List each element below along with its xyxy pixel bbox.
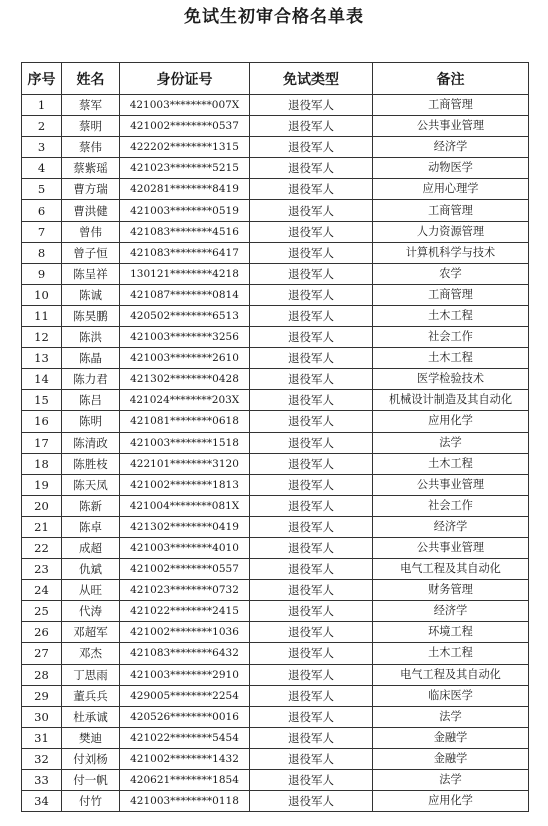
row-index: 20 [22,495,62,516]
id-number: 420526********0016 [120,706,250,727]
row-index: 6 [22,200,62,221]
table-row [22,327,529,348]
remark: 临床医学 [373,685,529,706]
remark: 土木工程 [373,453,529,474]
candidate-name: 邓超军 [62,622,120,643]
id-number: 421002********0537 [120,116,250,137]
row-index: 18 [22,453,62,474]
remark: 法学 [373,706,529,727]
candidate-name: 付竹 [62,791,120,812]
candidate-name: 陈呈祥 [62,263,120,284]
remark: 公共事业管理 [373,537,529,558]
exemption-type: 退役军人 [250,580,373,601]
column-header-index: 序号 [22,63,62,95]
remark: 机械设计制造及其自动化 [373,390,529,411]
table-row [22,369,529,390]
candidate-name: 从旺 [62,580,120,601]
table-row [22,643,529,664]
remark: 社会工作 [373,495,529,516]
exemption-type: 退役军人 [250,727,373,748]
id-number: 421003********4010 [120,537,250,558]
id-number: 421003********0118 [120,791,250,812]
candidate-name: 陈明 [62,411,120,432]
table-row [22,664,529,685]
exemption-type: 退役军人 [250,770,373,791]
row-index: 13 [22,348,62,369]
id-number: 422202********1315 [120,137,250,158]
exemption-type: 退役军人 [250,221,373,242]
exemption-type: 退役军人 [250,242,373,263]
row-index: 12 [22,327,62,348]
table-row [22,242,529,263]
remark: 法学 [373,432,529,453]
remark: 金融学 [373,727,529,748]
candidate-name: 陈诚 [62,284,120,305]
remark: 应用化学 [373,411,529,432]
table-row [22,474,529,495]
id-number: 420281********8419 [120,179,250,200]
row-index: 22 [22,537,62,558]
candidate-name: 陈力君 [62,369,120,390]
candidate-name: 蔡明 [62,116,120,137]
candidate-name: 董兵兵 [62,685,120,706]
exemption-type: 退役军人 [250,432,373,453]
row-index: 30 [22,706,62,727]
candidate-name: 成超 [62,537,120,558]
row-index: 10 [22,284,62,305]
id-number: 421081********0618 [120,411,250,432]
exemption-type: 退役军人 [250,284,373,305]
exemption-type: 退役军人 [250,95,373,116]
column-header-name: 姓名 [62,63,120,95]
candidate-name: 代涛 [62,601,120,622]
candidate-name: 丁思雨 [62,664,120,685]
row-index: 33 [22,770,62,791]
candidate-name: 陈清政 [62,432,120,453]
table-row [22,559,529,580]
id-number: 421083********6432 [120,643,250,664]
row-index: 15 [22,390,62,411]
candidate-name: 陈天凤 [62,474,120,495]
exemption-type: 退役军人 [250,453,373,474]
id-number: 421022********2415 [120,601,250,622]
id-number: 421003********0519 [120,200,250,221]
table-row [22,727,529,748]
candidate-name: 蔡军 [62,95,120,116]
exemption-type: 退役军人 [250,495,373,516]
table-row [22,284,529,305]
table-row [22,263,529,284]
candidate-name: 陈卓 [62,516,120,537]
column-header-remark: 备注 [373,63,529,95]
column-header-exemption-type: 免试类型 [250,63,373,95]
exemption-type: 退役军人 [250,685,373,706]
id-number: 421302********0428 [120,369,250,390]
exemption-type: 退役军人 [250,200,373,221]
exemption-type: 退役军人 [250,622,373,643]
row-index: 29 [22,685,62,706]
table-row [22,116,529,137]
id-number: 130121********4218 [120,263,250,284]
row-index: 4 [22,158,62,179]
candidate-name: 曹洪健 [62,200,120,221]
row-index: 19 [22,474,62,495]
candidate-name: 付一帆 [62,770,120,791]
exemption-type: 退役军人 [250,748,373,769]
remark: 社会工作 [373,327,529,348]
id-number: 421083********6417 [120,242,250,263]
id-number: 421024********203X [120,390,250,411]
id-number: 421002********1813 [120,474,250,495]
candidate-name: 陈胜枝 [62,453,120,474]
exemption-type: 退役军人 [250,706,373,727]
row-index: 16 [22,411,62,432]
remark: 公共事业管理 [373,116,529,137]
id-number: 421003********2610 [120,348,250,369]
table-row [22,495,529,516]
table-row [22,791,529,812]
id-number: 421003********1518 [120,432,250,453]
remark: 应用心理学 [373,179,529,200]
candidate-name: 陈昊鹏 [62,305,120,326]
row-index: 8 [22,242,62,263]
exemption-type: 退役军人 [250,601,373,622]
row-index: 11 [22,305,62,326]
row-index: 24 [22,580,62,601]
candidate-name: 仇斌 [62,559,120,580]
exemption-type: 退役军人 [250,474,373,495]
remark: 经济学 [373,601,529,622]
table-row [22,516,529,537]
exemption-type: 退役军人 [250,537,373,558]
candidate-name: 蔡伟 [62,137,120,158]
table-row [22,348,529,369]
remark: 计算机科学与技术 [373,242,529,263]
row-index: 31 [22,727,62,748]
candidate-name: 邓杰 [62,643,120,664]
exemption-type: 退役军人 [250,369,373,390]
candidate-name: 蔡紫瑶 [62,158,120,179]
id-number: 421087********0814 [120,284,250,305]
exemption-type: 退役军人 [250,158,373,179]
candidate-name: 曾伟 [62,221,120,242]
remark: 环境工程 [373,622,529,643]
exemption-type: 退役军人 [250,348,373,369]
candidate-name: 陈洪 [62,327,120,348]
row-index: 21 [22,516,62,537]
table-row [22,137,529,158]
id-number: 421003********2910 [120,664,250,685]
id-number: 421002********1036 [120,622,250,643]
table-row [22,537,529,558]
remark: 医学检验技术 [373,369,529,390]
id-number: 421022********5454 [120,727,250,748]
row-index: 1 [22,95,62,116]
table-row [22,200,529,221]
id-number: 420621********1854 [120,770,250,791]
row-index: 27 [22,643,62,664]
table-row [22,305,529,326]
row-index: 28 [22,664,62,685]
table-row [22,770,529,791]
exemption-type: 退役军人 [250,390,373,411]
id-number: 421023********5215 [120,158,250,179]
remark: 经济学 [373,137,529,158]
row-index: 7 [22,221,62,242]
remark: 电气工程及其自动化 [373,664,529,685]
candidate-name: 杜承诚 [62,706,120,727]
row-index: 26 [22,622,62,643]
exemption-type: 退役军人 [250,516,373,537]
table-row [22,95,529,116]
table-row [22,158,529,179]
table-row [22,453,529,474]
candidate-table [21,62,529,812]
id-number: 422101********3120 [120,453,250,474]
remark: 人力资源管理 [373,221,529,242]
exemption-type: 退役军人 [250,263,373,284]
remark: 工商管理 [373,284,529,305]
remark: 工商管理 [373,95,529,116]
table-row [22,685,529,706]
remark: 土木工程 [373,643,529,664]
exemption-type: 退役军人 [250,179,373,200]
candidate-name: 付刘杨 [62,748,120,769]
exemption-type: 退役军人 [250,327,373,348]
candidate-name: 曹方瑞 [62,179,120,200]
id-number: 421302********0419 [120,516,250,537]
remark: 经济学 [373,516,529,537]
table-row [22,748,529,769]
table-row [22,580,529,601]
remark: 金融学 [373,748,529,769]
id-number: 421023********0732 [120,580,250,601]
table-row [22,622,529,643]
table-header-row [22,63,529,95]
table-row [22,706,529,727]
column-header-id-number: 身份证号 [120,63,250,95]
row-index: 9 [22,263,62,284]
exemption-type: 退役军人 [250,411,373,432]
remark: 工商管理 [373,200,529,221]
id-number: 421002********1432 [120,748,250,769]
row-index: 17 [22,432,62,453]
remark: 公共事业管理 [373,474,529,495]
row-index: 25 [22,601,62,622]
row-index: 2 [22,116,62,137]
candidate-name: 陈新 [62,495,120,516]
id-number: 421002********0557 [120,559,250,580]
remark: 电气工程及其自动化 [373,559,529,580]
exemption-type: 退役军人 [250,305,373,326]
table-row [22,179,529,200]
id-number: 429005********2254 [120,685,250,706]
remark: 土木工程 [373,305,529,326]
row-index: 32 [22,748,62,769]
table-row [22,221,529,242]
candidate-name: 樊迪 [62,727,120,748]
exemption-type: 退役军人 [250,559,373,580]
remark: 法学 [373,770,529,791]
row-index: 3 [22,137,62,158]
row-index: 14 [22,369,62,390]
table-row [22,601,529,622]
remark: 应用化学 [373,791,529,812]
id-number: 420502********6513 [120,305,250,326]
candidate-name: 陈吕 [62,390,120,411]
candidate-name: 曾子恒 [62,242,120,263]
candidate-name: 陈晶 [62,348,120,369]
exemption-type: 退役军人 [250,137,373,158]
id-number: 421083********4516 [120,221,250,242]
row-index: 23 [22,559,62,580]
id-number: 421003********007X [120,95,250,116]
exemption-type: 退役军人 [250,116,373,137]
exemption-type: 退役军人 [250,643,373,664]
table-row [22,411,529,432]
remark: 农学 [373,263,529,284]
row-index: 5 [22,179,62,200]
remark: 动物医学 [373,158,529,179]
exemption-type: 退役军人 [250,791,373,812]
id-number: 421003********3256 [120,327,250,348]
table-row [22,390,529,411]
table-row [22,432,529,453]
remark: 土木工程 [373,348,529,369]
page-title: 免试生初审合格名单表 [184,7,364,27]
row-index: 34 [22,791,62,812]
id-number: 421004********081X [120,495,250,516]
remark: 财务管理 [373,580,529,601]
exemption-type: 退役军人 [250,664,373,685]
